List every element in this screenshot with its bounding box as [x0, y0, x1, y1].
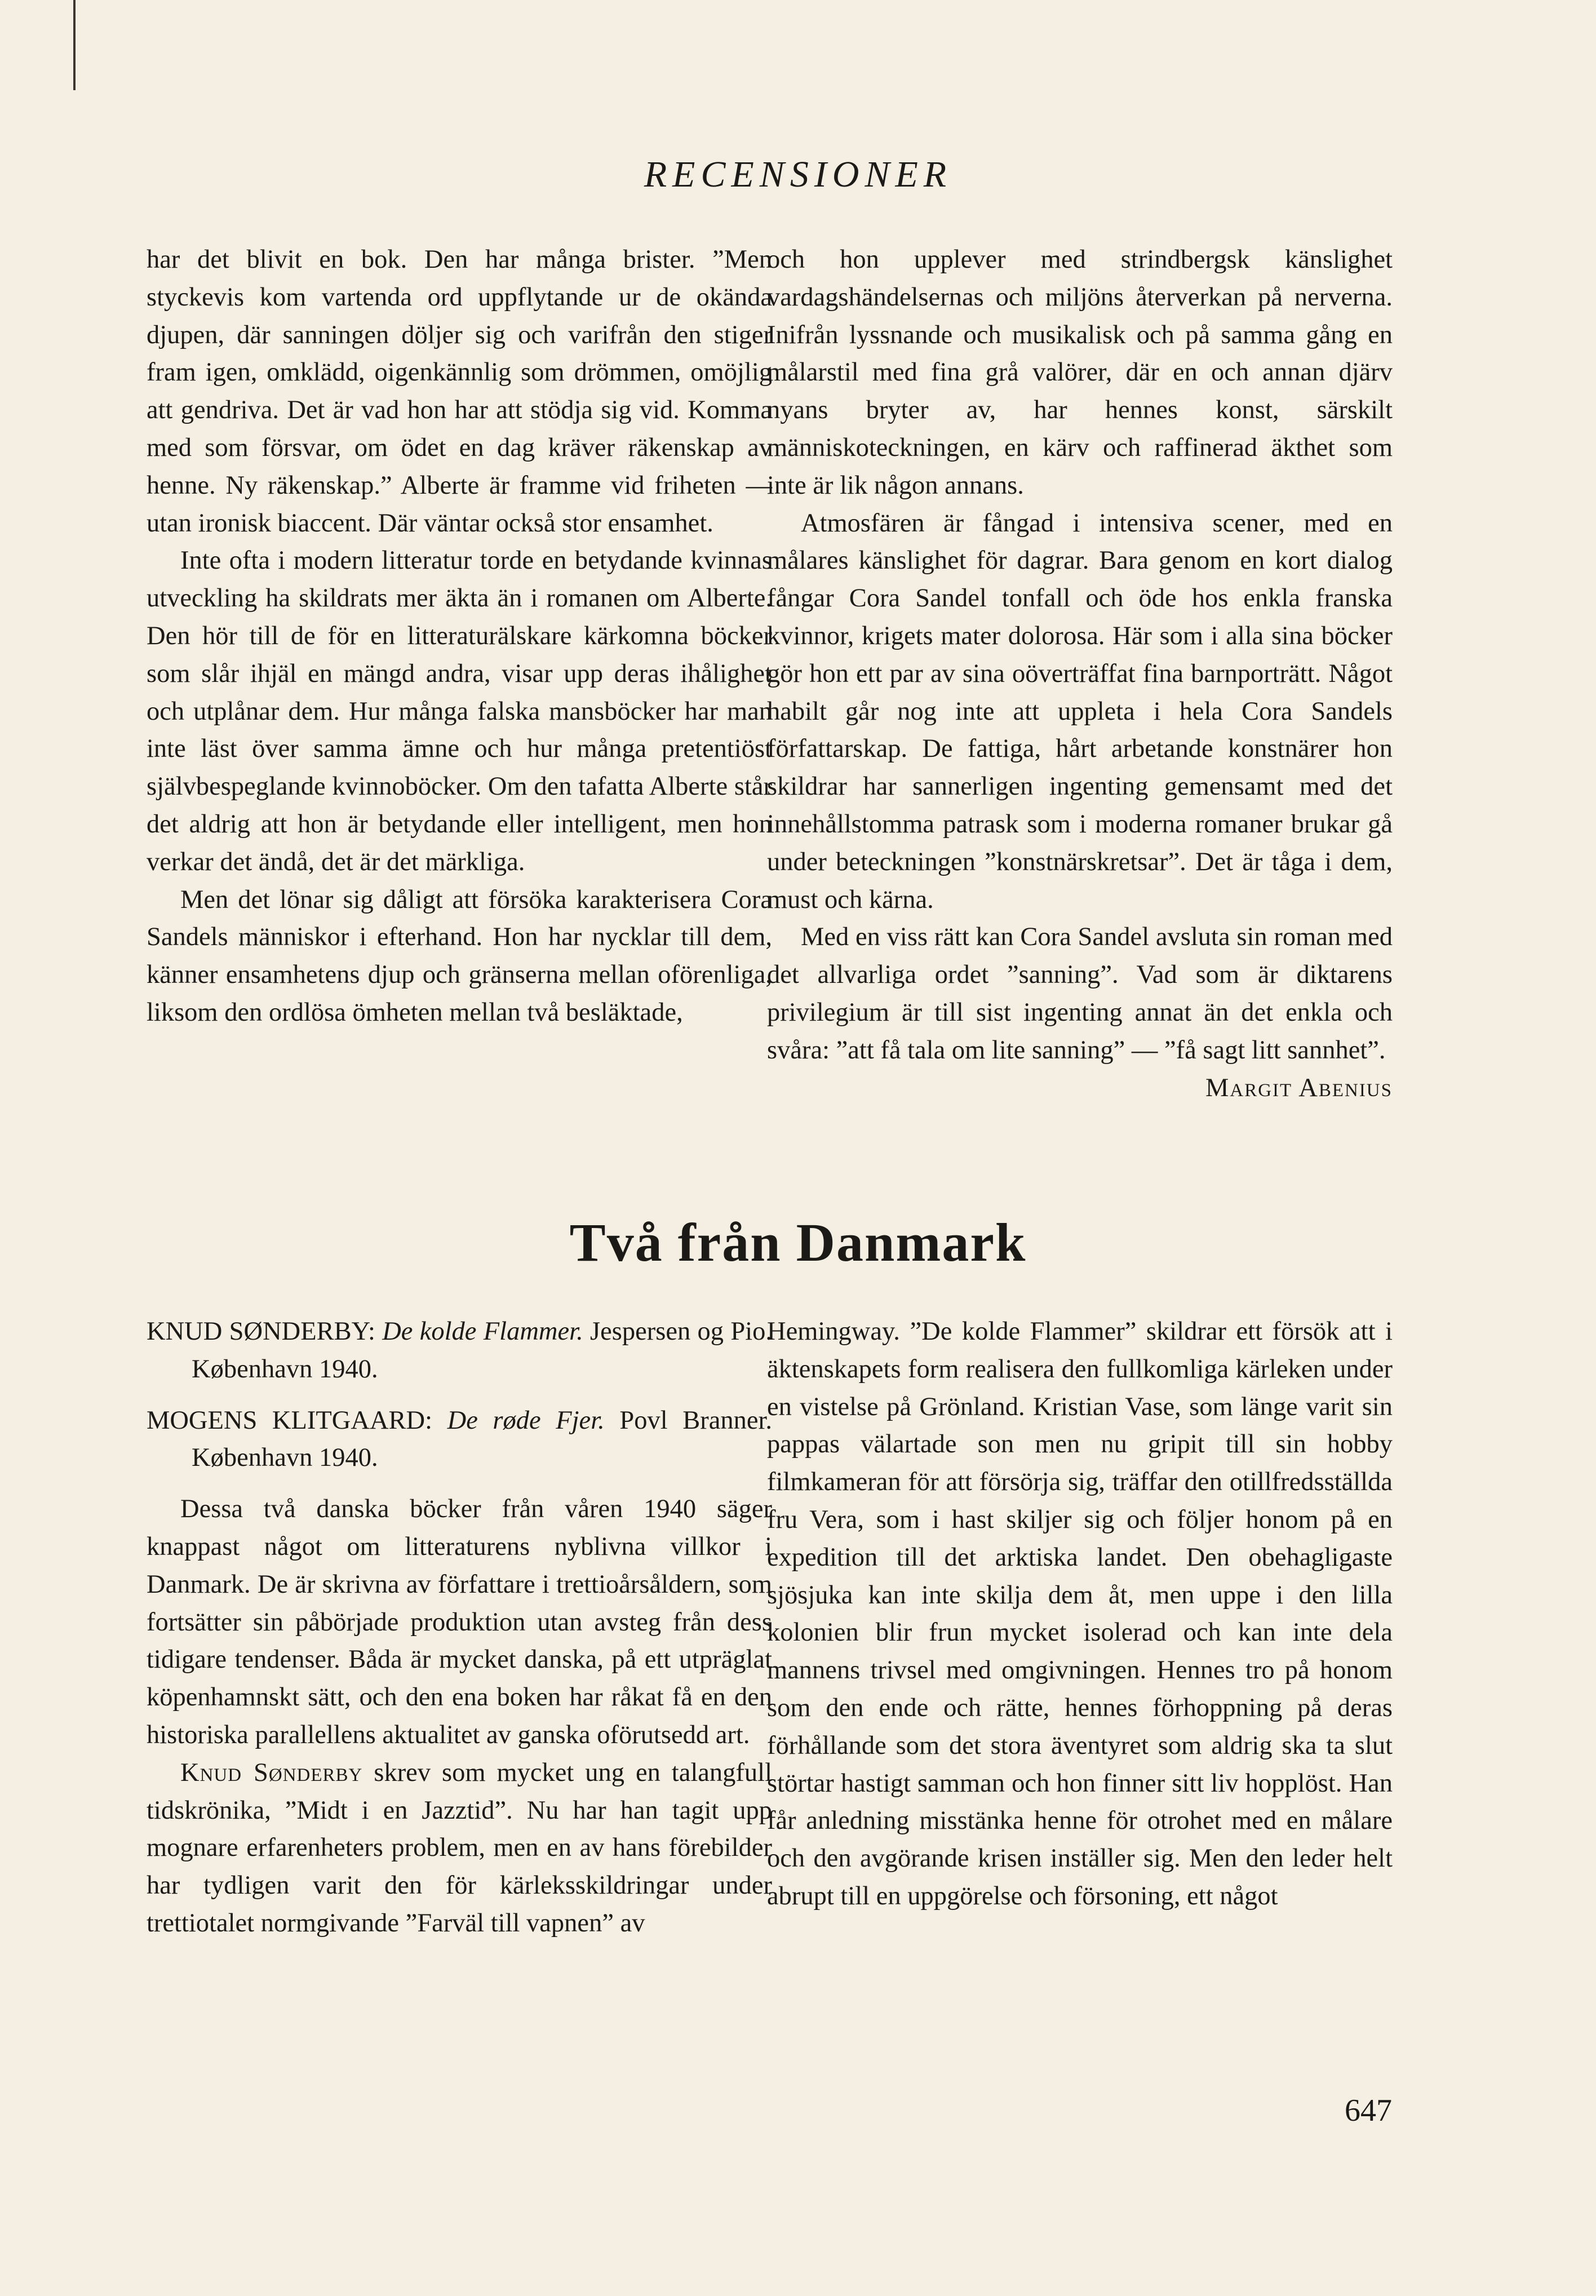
author-name: Knud Sønderby [180, 1758, 363, 1787]
biblio-publisher: Povl Branner. København 1940. [192, 1406, 773, 1473]
paragraph: Atmosfären är fångad i intensiva scener, med en målares känslighet för dagrar. Bara genom en kort dialog fångar Cora Sandel tonfall och öde hos enkla franska kvinnor, krigets mater dolorosa. Här som i alla sina böcker gör hon ett par av sina oöverträffat fina barnporträtt. Något habilt går nog inte att uppleta i hela Cora Sandels författarskap. De fattiga, hårt arbetande konstnärer hon skildrar har sannerligen ingenting gemensamt med det innehållstomma patrask som i moderna romaner brukar gå under beteckningen ”konstnärskretsar”. Det är tåga i dem, must och kärna. [767, 508, 1393, 914]
paragraph: har det blivit en bok. Den har många brister. ”Men styckevis kom vartenda ord uppflytande ur de okända djupen, där sanningen döljer sig och varifrån den stiger fram igen, omklädd, oigenkännlig som drömmen, omöjlig att gendriva. Det är vad hon har att stödja sig vid. Komma med som försvar, om ödet en dag kräver räkenskap av henne. Ny räkenskap.” Alberte är framme vid friheten — utan ironisk biaccent. Där väntar också stor ensamhet. [147, 245, 772, 538]
biblio-publisher: Jespersen og Pio. København 1940. [192, 1317, 772, 1384]
bibliography-entry [147, 1402, 772, 1478]
review1-column-right [767, 241, 1393, 1107]
paragraph-text: skrev som mycket ung en talangfull tidskrönika, ”Midt i en Jazztid”. Nu har han tagit upp mognare erfarenheters problem, men en av hans förebilder har tydligen varit den för kärleksskildringar under trettiotalet normgivande ”Farväl till vapnen” av [147, 1758, 772, 1938]
page-edge-mark [73, 0, 76, 90]
reviewer-signature: Margit Abenius [1205, 1073, 1393, 1102]
review1-column-left [147, 241, 772, 1032]
paragraph: Hemingway. ”De kolde Flammer” skildrar ett försök att i äktenskapets form realisera den fullkomliga kärleken under en vistelse på Grönland. Kristian Vase, som länge varit sin pappas välartade son men nu gripit till sin hobby filmkameran för att försörja sig, träffar den otillfredsställda fru Vera, som i hast skiljer sig och följer honom på en expedition till det arktiska landet. Den obehagligaste sjösjuka kan inte skilja dem åt, men uppe i den lilla kolonien blir frun mycket isolerad och kan inte dela mannens trivsel med omgivningen. Hennes tro på honom som den ende och rätte, hennes förhoppning på deras förhållande som det stora äventyret som aldrig ska ta slut störtar hastigt samman och hon finner sitt liv hopplöst. Han får anledning misstänka henne för otrohet med en målare och den avgörande krisen inställer sig. Men den leder helt abrupt till en uppgörelse och försoning, ett något [767, 1317, 1393, 1911]
paragraph: Med en viss rätt kan Cora Sandel avsluta sin roman med det allvarliga ordet ”sanning”. Vad som är diktarens privilegium är till sist ingenting annat än det enkla och svåra: ”att få tala om lite sanning” — ”få sagt litt sannhet”. [767, 923, 1393, 1065]
section-title: Två från Danmark [569, 1212, 1027, 1273]
biblio-author: KNUD SØNDERBY: [147, 1317, 375, 1346]
biblio-author: MOGENS KLITGAARD: [147, 1406, 433, 1435]
running-head: RECENSIONER [644, 154, 952, 195]
paragraph: Inte ofta i modern litteratur torde en betydande kvinnas utveckling ha skildrats mer äkta än i romanen om Alberte. Den hör till de för en litteraturälskare kärkomna böcker som slår ihjäl en mängd andra, visar upp deras ihålighet och utplånar dem. Hur många falska mansböcker har man inte läst över samma ämne och hur många pretentiöst självbespeglande kvinnoböcker. Om den tafatta Alberte står det aldrig att hon är betydande eller intelligent, men hon verkar det ändå, det är det märkliga. [147, 546, 772, 876]
review2-column-right [767, 1313, 1393, 1916]
review2-column-left [147, 1313, 772, 1943]
paragraph: och hon upplever med strindbergsk känslighet vardagshändelsernas och miljöns återverkan på nerverna. Inifrån lyssnande och musikalisk och på samma gång en målarstil med fina grå valörer, där en och annan djärv nyans bryter av, har hennes konst, särskilt människoteckningen, en kärv och raffinerad äkthet som inte är lik någon annans. [767, 245, 1393, 500]
page-number: 647 [1345, 2093, 1392, 2128]
bibliography-entry [147, 1313, 772, 1389]
paragraph: Dessa två danska böcker från våren 1940 säger knappast något om litteraturens nyblivna villkor i Danmark. De är skrivna av författare i trettioårsåldern, som fortsätter sin påbörjade produktion utan avsteg från dess tidigare tendenser. Båda är mycket danska, på ett utpräglat köpenhamnskt sätt, och den ena boken har råkat få en den historiska parallellens aktualitet av ganska oförutsedd art. [147, 1495, 772, 1749]
paragraph: Men det lönar sig dåligt att försöka karakterisera Cora Sandels människor i efterhand. Hon har nycklar till dem, känner ensamhetens djup och gränserna mellan oförenliga, liksom den ordlösa ömheten mellan två besläktade, [147, 885, 772, 1027]
biblio-title: De kolde Flammer. [382, 1317, 583, 1346]
paragraph [147, 1754, 772, 1943]
biblio-title: De røde Fjer. [447, 1406, 605, 1435]
